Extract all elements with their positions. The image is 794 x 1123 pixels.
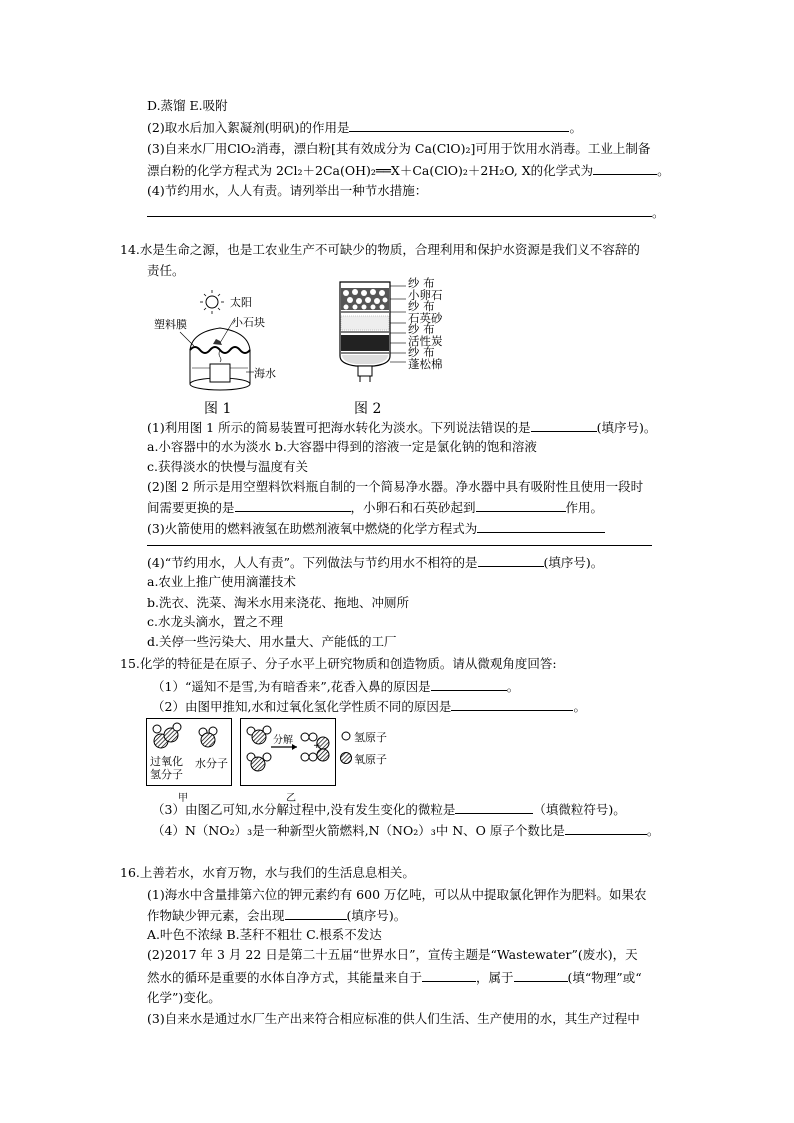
q14-part4 — [147, 553, 603, 572]
q15-part1 — [152, 677, 519, 696]
layer-label: 蓬松棉 — [408, 356, 443, 371]
q13-part3-line2 — [147, 161, 670, 180]
q16-part2-line2 — [147, 968, 642, 987]
label-h2o2: 过氧化 氢分子 — [150, 755, 183, 781]
q16-part1-line2 — [147, 906, 406, 925]
q15-part3-text: （3）由图乙可知,水分解过程中,没有发生变化的微粒是 — [152, 802, 456, 817]
h2o2-molecule — [153, 723, 181, 748]
q14-part2-mid: ，小卵石和石英砂起到 — [350, 500, 476, 515]
answer-blank[interactable] — [477, 519, 605, 533]
legend-hydrogen: 氢原子 — [354, 731, 387, 744]
q15-part4-text: （4）N（NO₂）₃是一种新型火箭燃料,N（NO₂）₃中 N、O 原子个数比是 — [152, 823, 565, 838]
answer-blank[interactable] — [478, 553, 544, 567]
q16-part1-line1: (1)海水中含量排第六位的钾元素约有 600 万亿吨，可以从中提取氯化钾作为肥料。如果农 — [147, 887, 647, 902]
answer-blank[interactable] — [455, 800, 533, 814]
period: 。 — [506, 679, 520, 694]
figure-1-solar-still — [150, 288, 290, 398]
figure-2-water-filter — [330, 278, 480, 390]
q14-part3-text: (3)火箭使用的燃料液氢在助燃剂液氧中燃烧的化学方程式为 — [147, 521, 478, 536]
layer-label: 石英砂 — [408, 310, 443, 325]
q15-part2-text: （2）由图甲推知,水和过氧化氢化学性质不同的原因是 — [152, 699, 452, 714]
period: 。 — [646, 823, 660, 838]
molecules-drawing — [147, 719, 231, 759]
figure-1-caption: 图 1 — [204, 401, 232, 417]
q16-part3: (3)自来水是通过水厂生产出来符合相应标准的供人们生活、生产使用的水，其生产过程中 — [147, 1011, 640, 1026]
q16-part2-mid: ，属于 — [476, 970, 514, 985]
q14-option-b: b.洗衣、洗菜、淘米水用来浇花、拖地、冲厕所 — [147, 595, 409, 610]
q14-part1-text: (1)利用图 1 所示的简易装置可把海水转化为淡水。下列说法错误的是 — [147, 420, 531, 435]
answer-blank[interactable] — [235, 498, 351, 512]
q14-options-ab: a.小容器中的水为淡水 b.大容器中得到的溶液一定是氯化钠的饱和溶液 — [147, 439, 537, 454]
q13-part3-line2-text: 漂白粉的化学方程式为 2Cl₂＋2Ca(OH)₂══X＋Ca(ClO)₂＋2H₂O, X的化学式为 — [147, 163, 594, 178]
figure-jia — [146, 718, 232, 786]
answer-line[interactable] — [147, 545, 652, 546]
label-sun: 太阳 — [230, 296, 252, 309]
label-film: 塑料膜 — [154, 318, 187, 331]
q13-part3-line1: (3)自来水厂用ClO₂消毒，漂白粉[其有效成分为 Ca(ClO)₂]可用于饮用水消毒。工业上制备 — [147, 141, 651, 156]
label-stone: 小石块 — [232, 316, 265, 329]
q16-part2-suffix: (填“物理”或“ — [567, 970, 642, 985]
period: 。 — [573, 699, 586, 714]
q15-part3-suffix: （填微粒符号)。 — [533, 802, 626, 817]
layer-label: 活性炭 — [408, 333, 443, 348]
q16-part2-text: 然水的循环是重要的水体自净方式，其能量来自于 — [147, 970, 423, 985]
q16-options: A.叶色不浓绿 B.茎秆不粗壮 C.根系不发达 — [147, 927, 382, 942]
answer-blank[interactable] — [593, 161, 657, 175]
layer-label: 纱 布 — [408, 345, 435, 359]
period: 。 — [652, 205, 665, 220]
answer-blank[interactable] — [422, 968, 476, 982]
layer-label: 纱 布 — [408, 299, 435, 313]
q16-stem: 16.上善若水，水育万物，水与我们的生活息息相关。 — [120, 865, 415, 880]
filter-layer-labels — [408, 278, 443, 370]
q13-part4: (4)节约用水，人人有责。请列举出一种节水措施： — [147, 183, 428, 198]
q14-option-d: d.关停一些污染大、用水量大、产能低的工厂 — [147, 634, 397, 649]
atom-legend — [340, 728, 420, 768]
q14-part1 — [147, 418, 656, 437]
answer-blank[interactable] — [147, 203, 652, 217]
figure-jia-caption: 甲 — [178, 793, 188, 804]
label-seawater: 海水 — [254, 367, 276, 380]
figure-2-caption: 图 2 — [354, 401, 382, 417]
answer-blank[interactable] — [349, 118, 569, 132]
q14-part3 — [147, 519, 605, 538]
q14-option-a: a.农业上推广使用滴灌技术 — [147, 574, 296, 589]
label-plus: + — [313, 741, 321, 751]
q14-option-c: c.获得淡水的快慢与温度有关 — [147, 459, 308, 474]
layer-label: 纱 布 — [408, 322, 435, 336]
sun-icon — [200, 290, 224, 314]
answer-blank[interactable] — [514, 968, 568, 982]
q16-part1-text: 作物缺少钾元素，会出现 — [147, 908, 285, 923]
figure-yi-caption: 乙 — [286, 793, 296, 804]
q15-part4 — [152, 821, 659, 840]
solar-still-drawing — [150, 288, 290, 398]
figure-yi — [240, 718, 336, 786]
q13-part2 — [147, 118, 582, 137]
answer-blank[interactable] — [431, 677, 507, 691]
legend-symbols — [340, 728, 354, 768]
answer-blank[interactable] — [451, 697, 573, 711]
reactant-water — [247, 726, 271, 771]
answer-blank[interactable] — [285, 906, 347, 920]
q14-part2-text: 间需要更换的是 — [147, 500, 235, 515]
q14-stem: 14.水是生命之源，也是工农业生产不可缺少的物质，合理利用和保护水资源是我们义不容辞的 — [120, 242, 640, 257]
legend-oxygen: 氧原子 — [354, 753, 387, 766]
q15-part3 — [152, 800, 626, 819]
q14-part2-line2 — [147, 498, 603, 517]
q13-part4-answer-line — [147, 203, 665, 222]
q14-option-c2: c.水龙头滴水，置之不理 — [147, 614, 283, 629]
q15-part2 — [152, 697, 586, 716]
q14-part4-suffix: (填序号)。 — [543, 555, 604, 570]
q14-stem-cont: 责任。 — [147, 263, 185, 278]
q14-part2-suffix: 作用。 — [565, 500, 604, 515]
q13-part2-text: (2)取水后加入絮凝剂(明矾)的作用是 — [147, 120, 350, 135]
layer-label: 纱 布 — [408, 276, 435, 290]
q14-part4-text: (4)“节约用水，人人有责”。下列做法与节约用水不相符的是 — [147, 555, 478, 570]
q16-part1-suffix: (填序号)。 — [346, 908, 407, 923]
q15-stem: 15.化学的特征是在原子、分子水平上研究物质和创造物质。请从微观角度回答: — [120, 656, 557, 671]
q16-part2-line3: 化学”)变化。 — [147, 990, 221, 1005]
answer-blank[interactable] — [565, 821, 647, 835]
answer-blank[interactable] — [476, 498, 566, 512]
q15-part1-text: （1）“遥知不是雪,为有暗香来”,花香入鼻的原因是 — [152, 679, 431, 694]
label-decompose: 分解 — [273, 735, 293, 746]
water-filter-drawing — [330, 278, 480, 390]
q13-options-de: D.蒸馏 E.吸附 — [147, 98, 228, 113]
period: 。 — [569, 120, 582, 135]
layer-label: 小卵石 — [408, 287, 443, 302]
q14-part1-suffix: (填序号)。 — [596, 420, 657, 435]
water-molecule — [199, 727, 217, 747]
decomposition-drawing — [241, 719, 335, 785]
label-water-molecule: 水分子 — [195, 757, 228, 770]
q14-part2-line1: (2)图 2 所示是用空塑料饮料瓶自制的一个简易净水器。净水器中具有吸附性且使用一段时 — [147, 479, 644, 494]
period: 。 — [657, 163, 670, 178]
answer-blank[interactable] — [531, 418, 597, 432]
q16-part2-line1: (2)2017 年 3 月 22 日是第二十五届“世界水日”，宣传主题是“Wastewater”(废水)，天 — [147, 947, 638, 962]
